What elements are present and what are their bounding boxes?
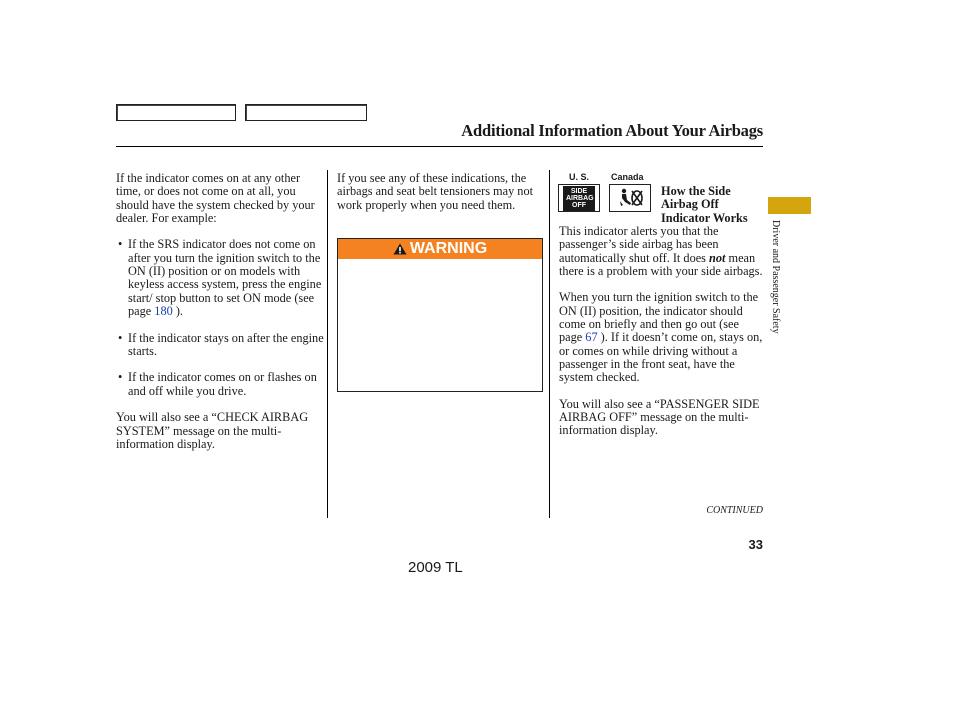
para2-end: ). If it doesn’t come on, stays on, or comes on while driving without a passenger in the front seat, have the system checked. [559, 330, 763, 385]
nav-box-2[interactable] [245, 104, 367, 121]
page-link-180[interactable]: 180 [154, 303, 173, 318]
us-indicator-text: SIDE AIRBAG OFF [563, 186, 595, 211]
col1-intro: If the indicator comes on at any other time, or does not come on at all, you should have the system checked by your dealer. For example: [116, 171, 315, 225]
column-divider-2 [549, 170, 550, 518]
bullet-item: • If the indicator stays on after the engine starts. [116, 332, 324, 359]
col3-para1 [559, 225, 764, 278]
passenger-airbag-off-icon [610, 185, 650, 211]
section-side-label [769, 220, 783, 360]
col1-outro: You will also see a “CHECK AIRBAG SYSTEM” message on the multi-information display. [116, 410, 309, 451]
para1-start: This indicator alerts you that the passenger’s side airbag has been automatically shut off. It does [559, 224, 719, 265]
para1-end: mean there is a problem with your side airbags. [559, 250, 763, 278]
column-1 [116, 172, 324, 465]
warning-box [337, 238, 543, 392]
warning-header [338, 239, 542, 259]
bullet1-text: If the SRS indicator does not come on after you turn the ignition switch to the ON (II) position or on models with keyless access system, press the engine start/ stop button to set ON mode (see page [128, 237, 322, 318]
para1-emphasis: not [709, 250, 726, 265]
side-label-text: Driver and Passenger Safety [770, 220, 781, 334]
us-side-airbag-off-indicator [558, 184, 600, 212]
warning-triangle-icon [393, 243, 407, 255]
col3-para2 [559, 291, 764, 384]
bullet1-end: ). [175, 303, 183, 318]
col2-intro: If you see any of these indications, the airbags and seat belt tensioners may not work properly when you need them. [337, 171, 534, 212]
para2-start: When you turn the ignition switch to the ON (II) position, the indicator should come on briefly and then go out (see page [559, 290, 759, 345]
column-2 [337, 172, 542, 225]
page-link-67[interactable]: 67 [585, 330, 598, 345]
bullet-item: • If the indicator comes on or flashes on and off while you drive. [116, 371, 324, 398]
bullet-item [116, 238, 324, 318]
column-3 [559, 225, 764, 451]
page-title: Additional Information About Your Airbags [461, 121, 763, 140]
section-heading: How the Side Airbag Off Indicator Works [661, 184, 748, 225]
title-rule [116, 146, 763, 147]
section-tab[interactable] [768, 197, 811, 214]
canada-label: Canada [611, 172, 644, 182]
column-divider-1 [327, 170, 328, 518]
indicator-bullet-list [116, 238, 324, 398]
canada-side-airbag-off-indicator [609, 184, 651, 212]
warning-label: WARNING [409, 240, 488, 257]
model-footer: 2009 TL [408, 559, 463, 576]
col3-para3: You will also see a “PASSENGER SIDE AIRBAG OFF” message on the multi-information display. [559, 396, 760, 438]
nav-box-1[interactable] [116, 104, 236, 121]
page-number: 33 [748, 537, 763, 552]
us-label: U. S. [569, 172, 590, 182]
continued-label: CONTINUED [706, 505, 763, 516]
